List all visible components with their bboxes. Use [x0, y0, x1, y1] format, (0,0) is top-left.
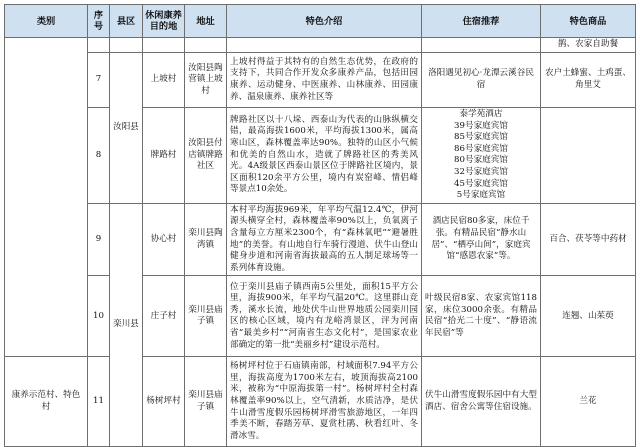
seq-cell: 7: [88, 53, 110, 108]
description-cell: 位于栾川县庙子镇西南5公里处，面积15平方公里，海拔900米，年平均气温20℃。这里群山竞秀，溪水长流，地处伏牛山世界地质公园栾川园区的核心区域，境内有龙峪湾景区，评为河南省“最美乡村”“河南省生态文化村”，是国家农业部确定的第一批“美丽乡村”建设示范村。: [227, 276, 422, 357]
lodging-cell: 酒店民宿80多家，床位千张。有精品民宿“静水山居”、“栖亭山间”，家庭宾馆“感恩农家”等。: [422, 203, 541, 276]
seq-cell: 9: [88, 203, 110, 276]
lodging-item: 80号家庭宾馆: [454, 155, 508, 166]
destination-cell: 庄子村: [143, 276, 185, 357]
table-row: [5, 53, 636, 108]
description-cell: 上坡村得益于其特有的自然生态优势，在政府的支持下，共同合作开发众多康养产品，包括田园康养、运动健身、中医康养、山林康养、田园康养、温泉康养、康养社区等: [227, 53, 422, 108]
lodging-cell: 洛阳遇见初心·龙潭云溪谷民宿: [422, 53, 541, 108]
address-cell: 汝阳县陶营镇上坡村: [185, 53, 227, 108]
destination-cell: 杨树坪村: [143, 357, 185, 447]
table-row: [5, 276, 636, 357]
lodging-item: 86号家庭宾馆: [454, 143, 508, 154]
products-cell: 百合、茯苓等中药材: [541, 203, 636, 276]
lodging-cell: [422, 108, 541, 204]
county-cell: 汝阳县: [110, 53, 143, 204]
header-address: 地址: [185, 5, 227, 38]
destinations-table: [4, 4, 636, 447]
seq-cell: 11: [88, 357, 110, 447]
lodging-item: 39号家庭宾馆: [454, 120, 508, 131]
header-destination: 休闲康养目的地: [143, 5, 185, 38]
destination-cell: 上坡村: [143, 53, 185, 108]
lodging-item: 32号家庭宾馆: [454, 166, 508, 177]
lodging-item: 85号家庭宾馆: [454, 132, 508, 143]
products-cell: 连翘、山茱萸: [541, 276, 636, 357]
description-cell: 杨树坪村位于石庙镇南部，村域面积7.94平方公里，海拔高度为1700米左右，坡顶海拔高2100米，被称为“中原海拔第一村”。杨树坪村全村森林覆盖率90%以上，空气清新，水质洁净，是伏牛山滑雪度假乐园杨树坪滑雪旅游地区，一年四季美不断，春踏芳草、夏赏杜鹃、秋看红叶、冬滑冰雪。: [227, 357, 422, 447]
header-lodging: 住宿推荐: [422, 5, 541, 38]
header-seq: 序号: [88, 5, 110, 38]
address-cell: 栾川县陶湾镇: [185, 203, 227, 276]
lodging-item: 泰学苑酒店: [459, 109, 503, 119]
county-cell: 栾川县: [110, 203, 143, 447]
header-row: [5, 5, 636, 38]
destination-cell: 牌路村: [143, 108, 185, 204]
table-row: [5, 203, 636, 276]
header-category: 类别: [5, 5, 88, 38]
header-description: 特色介绍: [227, 5, 422, 38]
seq-cell: 10: [88, 276, 110, 357]
description-cell: 牌路社区以十八垛、西泰山为代表的山脉纵横交错，最高海拔1600米，平均海拔1300米，属高寒山区，森林覆盖率达90%。独特的山区小气候和优美的自然山水，造就了牌路社区的秀美风光。4A级景区西泰山景区位于牌路社区境内，景区面积120余平方公里，境内有炭窑峰、情侣峰等景点10余处。: [227, 108, 422, 204]
header-products: 特色商品: [541, 5, 636, 38]
lodging-item: 5号家庭宾馆: [456, 190, 506, 201]
seq-cell: 8: [88, 108, 110, 204]
lodging-cell: 伏牛山滑雪度假乐园中有大型酒店、宿舍公寓等住宿设施。: [422, 357, 541, 447]
products-cell: [541, 108, 636, 204]
address-cell: 汝阳县付店镇牌路社区: [185, 108, 227, 204]
table-row: [5, 357, 636, 447]
table-row: [5, 38, 636, 53]
products-cell: 鹊、农家自助餐: [541, 38, 636, 53]
header-county: 县区: [110, 5, 143, 38]
lodging-item: 45号家庭宾馆: [454, 178, 508, 189]
category-cell-upper: [5, 38, 88, 357]
lodging-cell: 叶级民宿8家、农家宾馆118家，床位3000余张。有精品民宿“拾光二十度”、“静语流年民宿”等: [422, 276, 541, 357]
products-cell: 兰花: [541, 357, 636, 447]
address-cell: 栾川县庙子镇: [185, 357, 227, 447]
category-cell: 康养示范村、特色村: [5, 357, 88, 447]
address-cell: 栾川县庙子镇: [185, 276, 227, 357]
destination-cell: 协心村: [143, 203, 185, 276]
description-cell: 本村平均海拔969米，年平均气温12.4℃，伊河源头横穿全村，森林覆盖率90%以上，负氧离子含量每立方厘米2300个，有“森林氧吧”“避暑胜地”的美誉。有山地自行车骑行漫道、伏牛山登山健身步道和河南省海拔最高的五人制足球场等一系列体育设施。: [227, 203, 422, 276]
products-cell: 农户土蜂蜜、土鸡蛋、角里艾: [541, 53, 636, 108]
table-row: [5, 108, 636, 204]
